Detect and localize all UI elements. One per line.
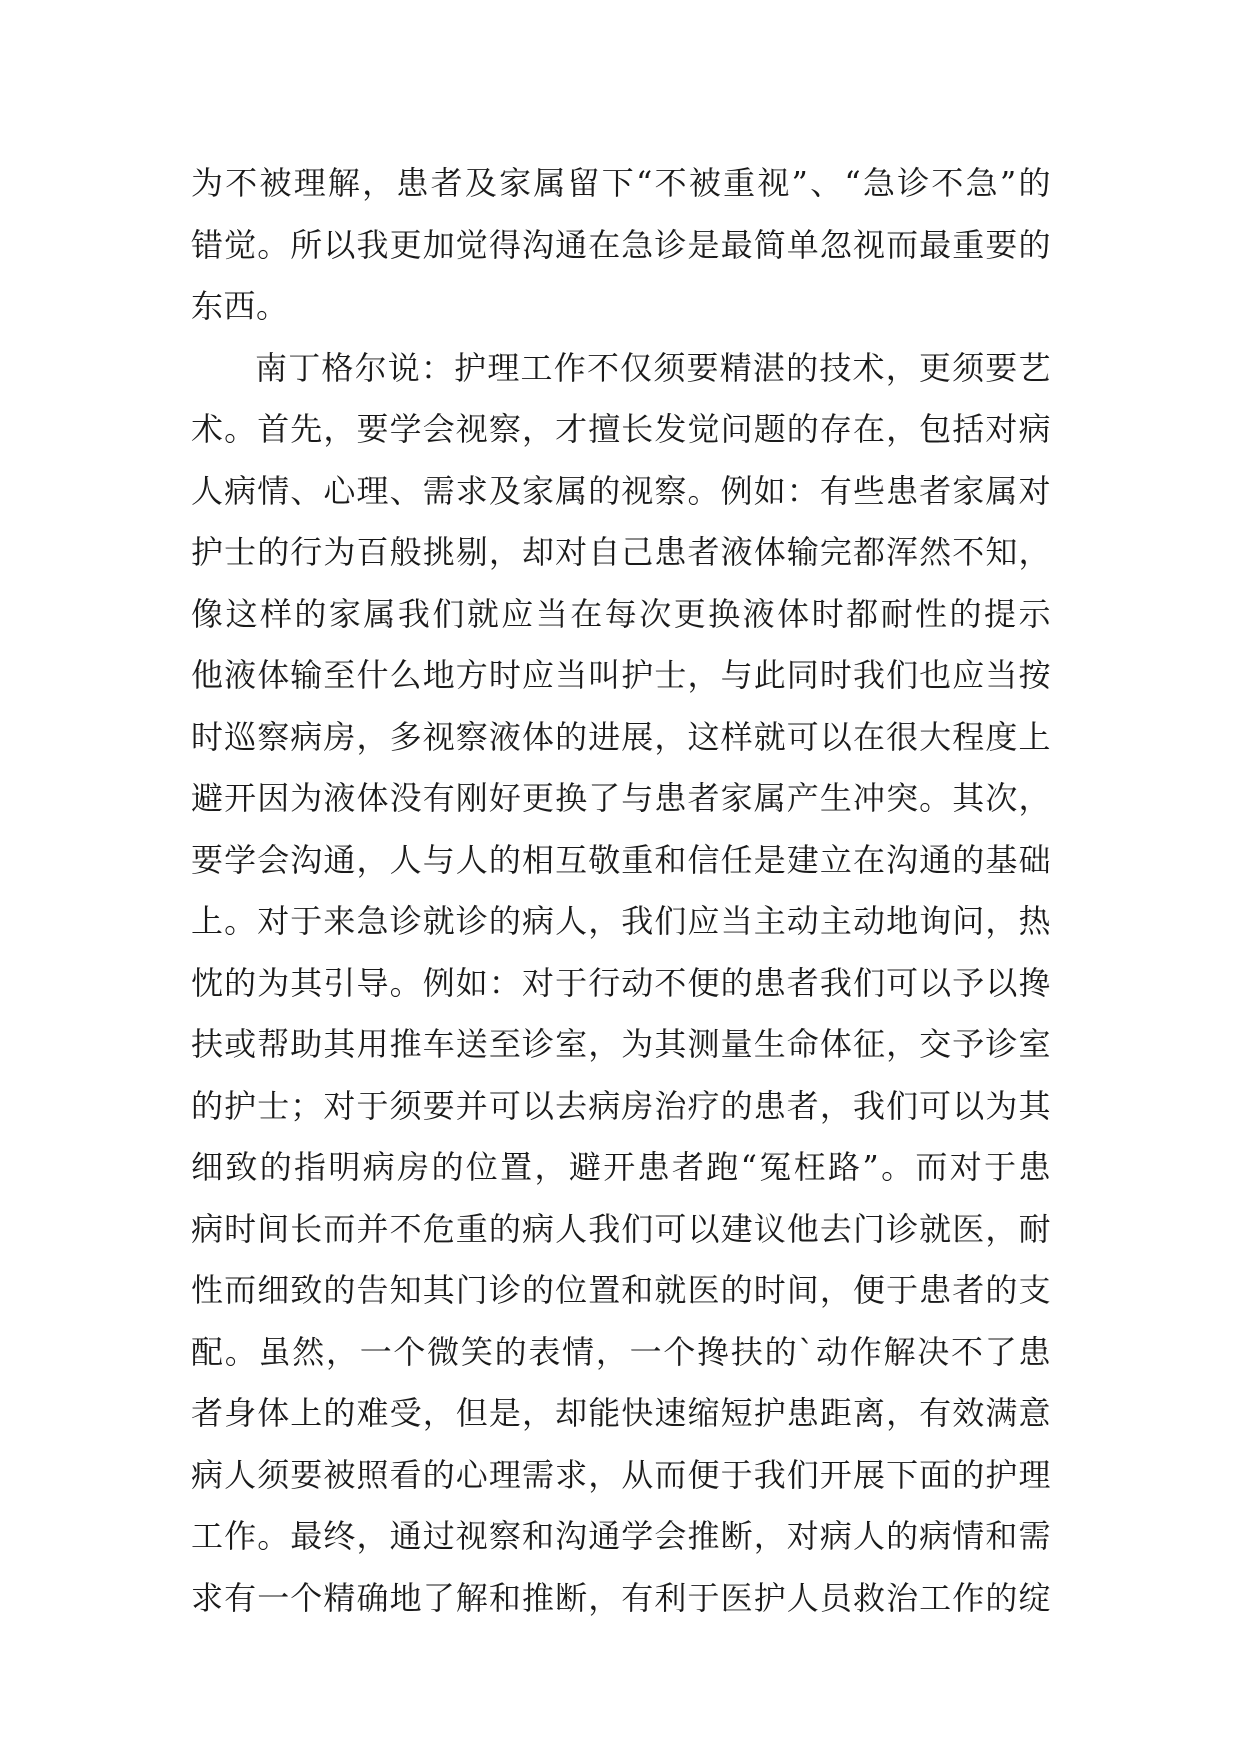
body-text <box>191 153 1051 1629</box>
text-line: 避开因为液体没有刚好更换了与患者家属产生冲突。其次， <box>191 779 1051 817</box>
text-line: 术。首先，要学会视察，才擅长发觉问题的存在，包括对病 <box>191 410 1051 448</box>
text-line: 扶或帮助其用推车送至诊室，为其测量生命体征，交予诊室 <box>191 1025 1051 1063</box>
text-line: 病时间长而并不危重的病人我们可以建议他去门诊就医，耐 <box>191 1209 1051 1248</box>
text-line: 求有一个精确地了解和推断，有利于医护人员救治工作的绽 <box>191 1578 1051 1617</box>
text-line: 要学会沟通，人与人的相互敬重和信任是建立在沟通的基础 <box>191 840 1051 879</box>
text-line: 像这样的家属我们就应当在每次更换液体时都耐性的提示 <box>191 594 1051 633</box>
text-line: 错觉。所以我更加觉得沟通在急诊是最简单忽视而最重要的 <box>191 225 1051 264</box>
text-line: 为不被理解，患者及家属留下“不被重视”、“急诊不急”的 <box>191 164 1051 202</box>
text-line: 细致的指明病房的位置，避开患者跑“冤枉路”。而对于患 <box>191 1148 1051 1186</box>
text-line: 的护士；对于须要并可以去病房治疗的患者，我们可以为其 <box>191 1086 1051 1125</box>
text-line: 人病情、心理、需求及家属的视察。例如：有些患者家属对 <box>191 471 1051 510</box>
text-line: 护士的行为百般挑剔，却对自己患者液体输完都浑然不知， <box>191 533 1051 571</box>
text-line: 者身体上的难受，但是，却能快速缩短护患距离，有效满意 <box>191 1394 1051 1432</box>
text-line: 他液体输至什么地方时应当叫护士，与此同时我们也应当按 <box>191 656 1051 694</box>
text-line: 东西。 <box>191 287 289 325</box>
paragraph-first-line: 南丁格尔说：护理工作不仅须要精湛的技术，更须要艺 <box>255 348 1051 387</box>
text-line: 配。虽然，一个微笑的表情，一个搀扶的`动作解决不了患 <box>191 1332 1051 1371</box>
text-line: 病人须要被照看的心理需求，从而便于我们开展下面的护理 <box>191 1455 1051 1494</box>
text-line: 忱的为其引导。例如：对于行动不便的患者我们可以予以搀 <box>191 963 1051 1002</box>
text-line: 时巡察病房，多视察液体的进展，这样就可以在很大程度上 <box>191 717 1051 756</box>
text-line: 上。对于来急诊就诊的病人，我们应当主动主动地询问，热 <box>191 902 1051 940</box>
text-line: 性而细致的告知其门诊的位置和就医的时间，便于患者的支 <box>191 1271 1051 1309</box>
text-line: 工作。最终，通过视察和沟通学会推断，对病人的病情和需 <box>191 1517 1051 1555</box>
